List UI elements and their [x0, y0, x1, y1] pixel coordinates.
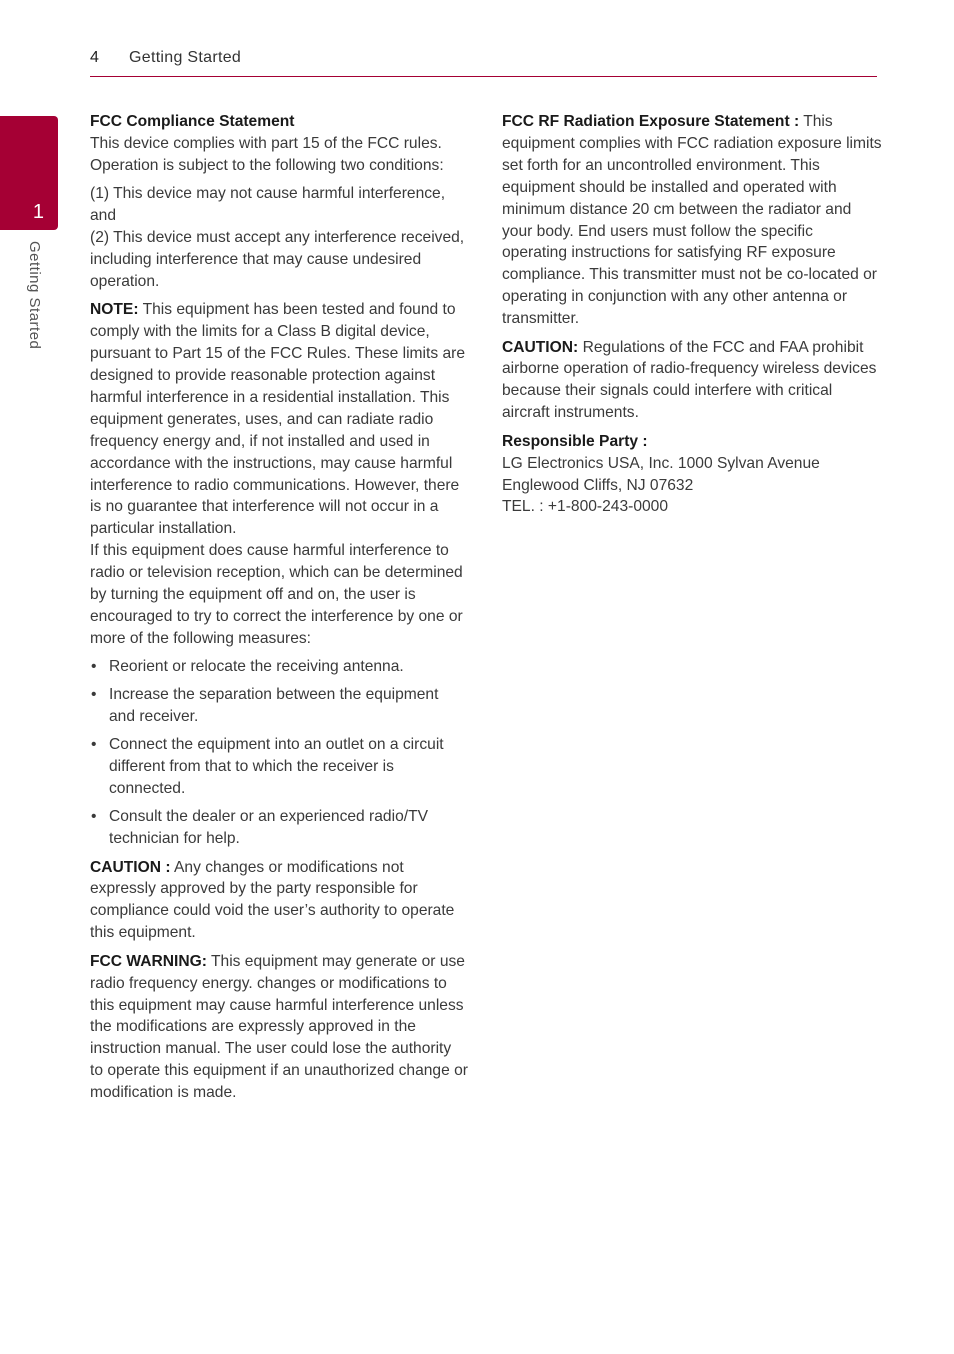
- chapter-tab: [0, 116, 58, 230]
- rf-exposure-paragraph: [502, 111, 882, 330]
- caution-label: CAUTION :: [90, 858, 171, 876]
- left-column: [90, 111, 468, 1111]
- rf-exposure-text: This equipment complies with FCC radiation exposure limits set forth for an uncontrolled environment. This equipment should be installed and operated with minimum distance 20 cm between the radiator and your body. End users must follow the specific operating instructions for satisfying RF exposure compliance. This transmitter must not be co-located or operating in conjunction with any other antenna or transmitter.: [502, 113, 882, 328]
- fcc-compliance-heading: FCC Compliance Statement: [90, 113, 295, 130]
- responsible-party-heading: Responsible Party :: [502, 432, 648, 450]
- fcc-compliance-intro: This device complies with part 15 of the FCC rules. Operation is subject to the following two conditions:: [90, 134, 444, 174]
- right-column: [502, 111, 882, 518]
- rf-exposure-label: FCC RF Radiation Exposure Statement :: [502, 113, 800, 130]
- caution-faa-text: Regulations of the FCC and FAA prohibit airborne operation of radio-frequency wireless devices because their signals could interfere with critical aircraft instruments.: [502, 338, 877, 422]
- note-paragraph-2: If this equipment does cause harmful interference to radio or television reception, which can be determined by turning the equipment off and on, the user is encouraged to try to correct the interference by one or more of the following measures:: [90, 542, 463, 647]
- list-item: • Consult the dealer or an experienced radio/TV technician for help.: [91, 808, 428, 848]
- chapter-number: 1: [32, 201, 44, 223]
- caution-paragraph: [90, 857, 468, 945]
- page-header: [90, 48, 877, 77]
- bullet-icon: •: [91, 736, 97, 754]
- fcc-warning-label: FCC WARNING:: [90, 952, 207, 970]
- fcc-warning-text: This equipment may generate or use radio frequency energy. changes or modifications to this equipment may cause harmful interference unless the modifications are expressly approved in the instruction manual. The user could lose the authority to operate this equipment if an unauthorized change or modification is made.: [90, 952, 468, 1102]
- caution-faa-paragraph: [502, 337, 882, 425]
- responsible-party-address-2: Englewood Cliffs, NJ 07632: [502, 476, 694, 494]
- responsible-party-address-1: LG Electronics USA, Inc. 1000 Sylvan Avenue: [502, 454, 820, 472]
- responsible-party-phone: TEL. : +1-800-243-0000: [502, 498, 669, 516]
- list-item: • Connect the equipment into an outlet on a circuit different from that to which the receiver is connected.: [91, 736, 444, 798]
- note-paragraph: [90, 299, 468, 540]
- measures-list: [90, 656, 468, 850]
- section-title: Getting Started: [129, 49, 242, 66]
- list-item: • Reorient or relocate the receiving antenna.: [90, 656, 468, 678]
- note-text: This equipment has been tested and found to comply with the limits for a Class B digital device, pursuant to Part 15 of the FCC Rules. These limits are designed to provide reasonable protection against harmful interference in a residential installation. This equipment generates, uses, and can radiate radio frequency energy and, if not installed and used in accordance with the instructions, may cause harmful interference to radio communications. However, there is no guarantee that interference will not occur in a particular installation.: [90, 301, 465, 538]
- note-label: NOTE:: [90, 301, 139, 319]
- caution-text: Any changes or modifications not expressly approved by the party responsible for compliance could void the user’s authority to operate this equipment.: [90, 858, 455, 942]
- bullet-icon: •: [91, 658, 97, 676]
- caution-faa-label: CAUTION:: [502, 338, 579, 356]
- list-item: • Increase the separation between the equipment and receiver.: [91, 686, 439, 726]
- fcc-warning-paragraph: [90, 951, 468, 1104]
- condition-1: (1) This device may not cause harmful interference, and: [90, 185, 446, 225]
- bullet-icon: •: [91, 686, 97, 704]
- page-number: 4: [90, 49, 99, 66]
- chapter-side-label: Getting Started: [26, 241, 43, 350]
- condition-2: (2) This device must accept any interference received, including interference that may cause undesired operation.: [90, 229, 465, 290]
- bullet-icon: •: [91, 808, 97, 826]
